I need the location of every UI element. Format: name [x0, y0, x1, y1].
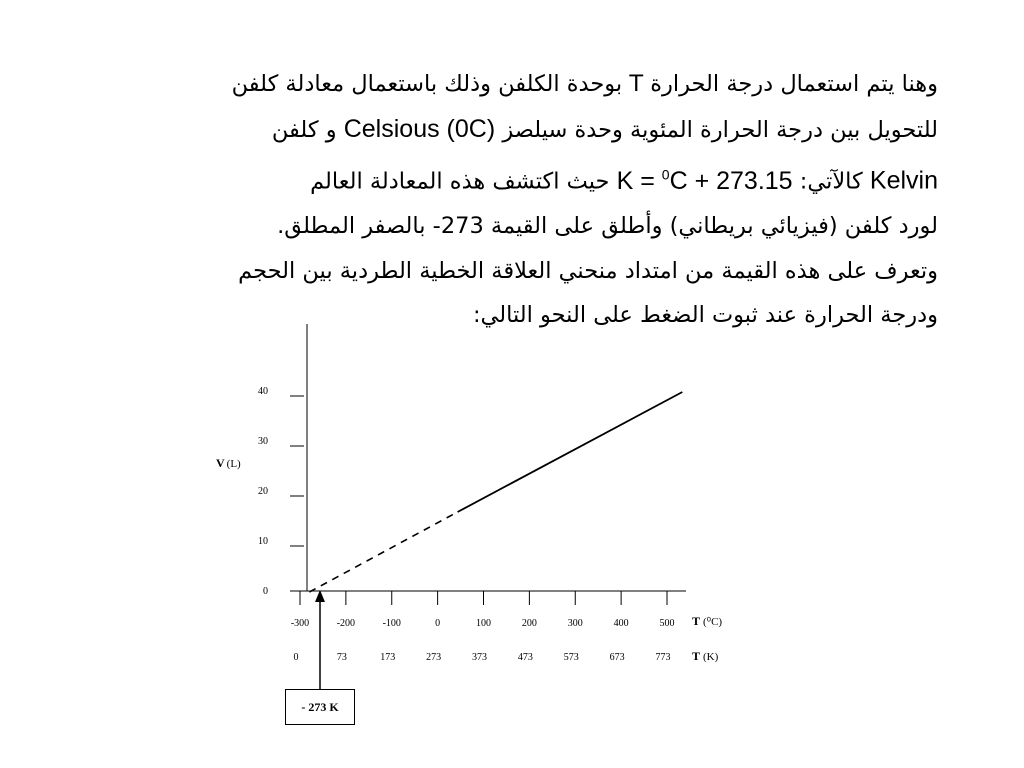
x-tick-label-celsius: 300 — [567, 618, 583, 629]
y-tick-label: 40 — [258, 386, 268, 397]
paragraph-line-5: وتعرف على هذه القيمة من امتداد منحني العلاقة الخطية الطردية بين الحجم — [238, 257, 938, 284]
absolute-zero-label: - 273 K — [301, 699, 339, 714]
x-tick-label-celsius: 200 — [521, 618, 537, 629]
x-tick-label-kelvin: 573 — [563, 652, 579, 663]
kelvin-equation: K = $^0$C + 273.15 — [616, 166, 793, 195]
x-tick-label-kelvin: 773 — [655, 652, 671, 663]
data-series — [309, 392, 682, 592]
x-tick-label-celsius: 400 — [613, 618, 629, 629]
x-axis-ticks — [291, 591, 675, 663]
annotation-arrow-head — [315, 590, 325, 602]
kelvin-term: Kelvin — [869, 166, 938, 195]
x-tick-label-celsius: -300 — [290, 618, 310, 629]
celsius-term: Celsious (0C) — [343, 114, 496, 143]
x-tick-label-celsius: 500 — [659, 618, 675, 629]
x-tick-label-celsius: 100 — [476, 618, 491, 629]
extrapolated-line — [309, 512, 457, 592]
paragraph-line-6: ودرجة الحرارة عند ثبوت الضغط على النحو التالي: — [472, 302, 938, 329]
x-tick-label-kelvin: 73 — [336, 652, 347, 663]
x-tick-label-kelvin: 273 — [426, 652, 442, 663]
paragraph-line-4: لورد كلفن (فيزيائي بريطاني) وأطلق على القيمة 273- بالصفر المطلق. — [277, 213, 938, 240]
y-axis-ticks — [258, 386, 304, 597]
x-tick-label-kelvin: 473 — [517, 652, 533, 663]
absolute-zero-callout — [285, 689, 355, 725]
x-tick-label-kelvin: 673 — [609, 652, 625, 663]
x-axis-title-celsius: T (⁰C) — [692, 614, 723, 628]
paragraph-line-1: وهنا يتم استعمال درجة الحرارة T بوحدة الكلفن وذلك باستعمال معادلة كلفن — [231, 71, 938, 97]
paragraph-line-3-a: كالآتي: — [799, 168, 863, 195]
paragraph-line-2-b: و كلفن — [271, 116, 337, 143]
y-tick-label: 20 — [258, 486, 268, 497]
x-tick-label-kelvin: 373 — [472, 652, 487, 663]
x-tick-label-celsius: -200 — [336, 618, 356, 629]
y-tick-label: 10 — [258, 536, 268, 547]
x-tick-label-celsius: -100 — [382, 618, 401, 629]
paragraph-line-3-b: حيث اكتشف هذه المعادلة العالم — [310, 168, 610, 195]
x-tick-label-kelvin: 0 — [293, 652, 299, 663]
paragraph-line-2-a: للتحويل بين درجة الحرارة المئوية وحدة سيلصز — [502, 116, 938, 143]
x-tick-label-celsius: 0 — [435, 618, 441, 629]
y-axis-title: V (L) — [216, 456, 241, 470]
x-tick-label-kelvin: 173 — [380, 652, 396, 663]
y-tick-label: 30 — [258, 436, 268, 447]
y-tick-label: 0 — [263, 586, 268, 597]
measured-line — [458, 392, 683, 512]
x-axis-title-kelvin: T (K) — [692, 649, 719, 663]
